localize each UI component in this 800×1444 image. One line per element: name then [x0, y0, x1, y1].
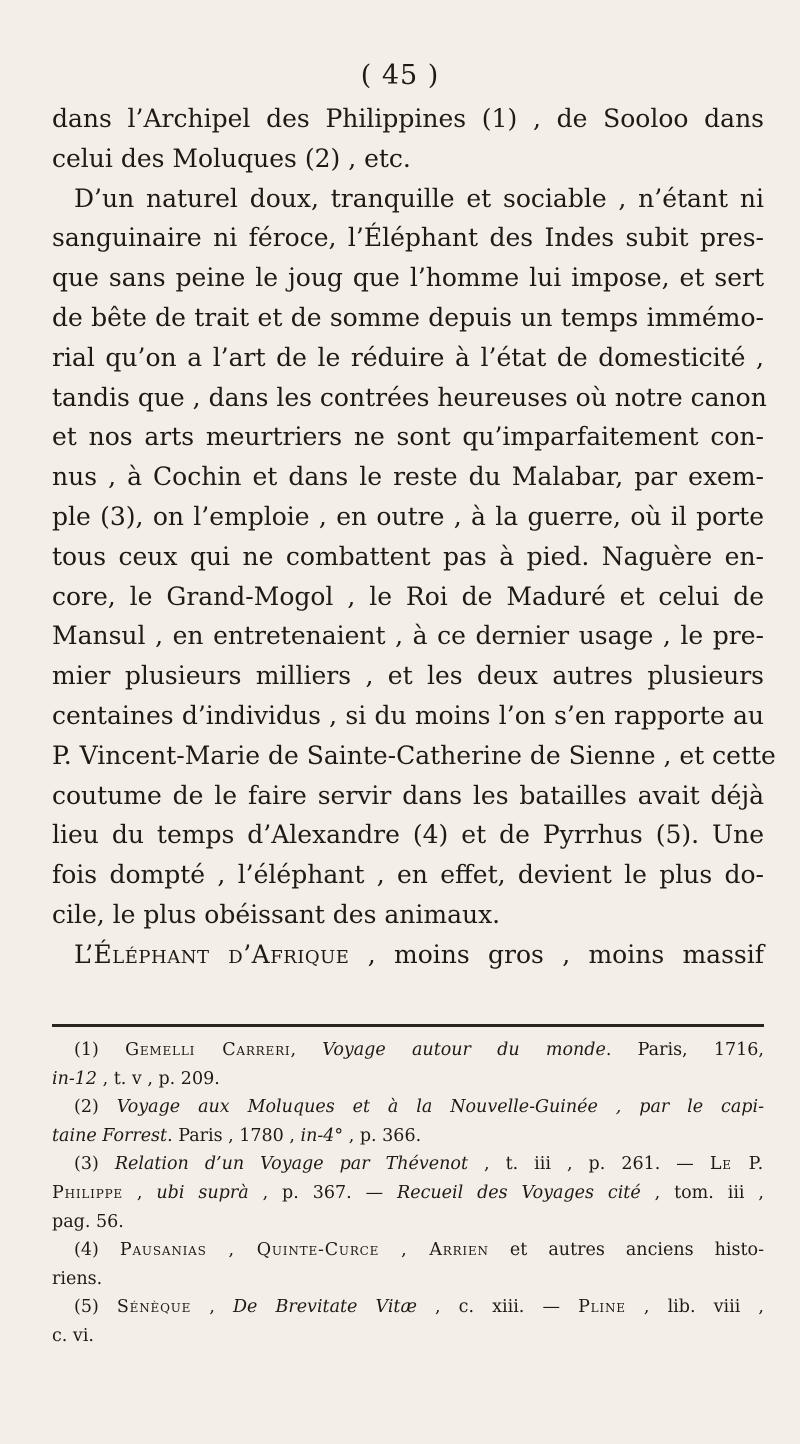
- footnote-author: Pausanias , Quinte-Curce , Arrien: [119, 1240, 489, 1261]
- text-fragment: . Paris , 1780 ,: [167, 1125, 301, 1146]
- footnote-author: Gemelli Carreri: [125, 1040, 291, 1060]
- text-line: mier plusieurs milliers , et les deux autres plusieurs: [52, 661, 764, 691]
- text-line: ple (3), on l’emploie , en outre , à la guerre, où il porte: [52, 501, 764, 531]
- text-line: Mansul , en entretenaient , à ce dernier usage , le pre-: [52, 621, 764, 651]
- footnote-line: [52, 1150, 764, 1179]
- text-line: que sans peine le joug que l’homme lui impose, et sert: [52, 263, 764, 293]
- text-fragment: , lib. viii ,: [625, 1297, 764, 1318]
- section-heading: L’Éléphant d’Afrique: [74, 939, 350, 969]
- text-fragment: , tom. iii ,: [640, 1182, 764, 1203]
- text-line: cile, le plus obéissant des animaux.: [52, 899, 501, 929]
- footnote-author: Philippe: [52, 1182, 123, 1203]
- footnote-format: in-12: [52, 1068, 98, 1089]
- footnote-number: (5): [74, 1297, 117, 1318]
- text-line: dans l’Archipel des Philippines (1) , de Sooloo dans: [52, 104, 764, 133]
- footnote-divider: [52, 1024, 764, 1027]
- footnote-line: [52, 1036, 764, 1065]
- text-line: tous ceux qui ne combattent pas à pied. Naguère en-: [52, 541, 764, 571]
- text-fragment: , p. 366.: [343, 1125, 422, 1146]
- footnote-format: in-4°: [300, 1125, 344, 1146]
- text-line: et nos arts meurtriers ne sont qu’imparfaitement con-: [52, 422, 764, 452]
- text-fragment: ,: [290, 1040, 323, 1060]
- text-line: sanguinaire ni féroce, l’Éléphant des Indes subit pres-: [52, 223, 764, 253]
- footnote-line: [52, 1093, 764, 1122]
- footnote-number: (3): [74, 1154, 115, 1175]
- text-line: tandis que , dans les contrées heureuses où notre canon: [52, 382, 767, 412]
- footnote-line: pag. 56.: [52, 1211, 124, 1232]
- main-text: [52, 99, 776, 975]
- footnote-author: Le P.: [709, 1154, 764, 1175]
- footnote-title: ubi suprà: [156, 1182, 249, 1203]
- text-line: P. Vincent-Marie de Sainte-Catherine de Sienne , et cette: [52, 740, 776, 770]
- text-line: lieu du temps d’Alexandre (4) et de Pyrrhus (5). Une: [52, 820, 764, 850]
- footnote-author: Pline: [578, 1297, 626, 1318]
- text-line: celui des Moluques (2) , etc.: [52, 143, 411, 173]
- footnote-line: [52, 1236, 764, 1265]
- text-fragment: ,: [123, 1182, 157, 1203]
- footnote-title: Relation d’un Voyage par Thévenot: [114, 1154, 468, 1175]
- text-fragment: , t. v , p. 209.: [97, 1068, 220, 1089]
- text-line: de bête de trait et de somme depuis un temps immémo-: [52, 302, 764, 332]
- footnote-line: [52, 1293, 764, 1322]
- text-fragment: , p. 367. —: [248, 1182, 398, 1203]
- page-number: ( 45 ): [360, 60, 440, 91]
- footnote-line: [52, 1065, 764, 1094]
- text-fragment: et autres anciens histo-: [488, 1240, 764, 1261]
- text-line: centaines d’individus , si du moins l’on s’en rapporte au: [52, 700, 764, 730]
- text-fragment: . Paris, 1716,: [605, 1040, 764, 1060]
- footnote-title: Voyage autour du monde: [322, 1040, 606, 1060]
- footnote-line: c. vi.: [52, 1325, 94, 1346]
- text-line: [52, 935, 764, 975]
- text-line: rial qu’on a l’art de le réduire à l’état de domesticité ,: [52, 342, 764, 372]
- footnote-number: (1): [74, 1040, 126, 1060]
- footnote-number: (2): [74, 1097, 117, 1118]
- footnote-line: [52, 1179, 764, 1208]
- text-line: nus , à Cochin et dans le reste du Malabar, par exem-: [52, 462, 764, 492]
- text-fragment: , t. iii , p. 261. —: [467, 1154, 710, 1175]
- text-fragment: ,: [191, 1297, 233, 1318]
- footnote-author: Sénèque: [116, 1297, 192, 1318]
- footnote-title: Voyage aux Moluques et à la Nouvelle-Guinée , par le capi-: [116, 1097, 764, 1118]
- text-fragment: , moins gros , moins massif: [349, 939, 764, 969]
- footnote-title: De Brevitate Vitæ: [232, 1297, 417, 1318]
- text-line: core, le Grand-Mogol , le Roi de Maduré et celui de: [52, 581, 764, 611]
- footnote-line: [52, 1122, 764, 1151]
- text-line: D’un naturel doux, tranquille et sociable , n’étant ni: [74, 183, 764, 213]
- footnote-title: taine Forrest: [52, 1125, 168, 1146]
- text-line: coutume de le faire servir dans les batailles avait déjà: [52, 780, 764, 810]
- footnotes: [52, 1036, 764, 1351]
- footnote-title: Recueil des Voyages cité: [397, 1182, 641, 1203]
- text-line: fois dompté , l’éléphant , en effet, devient le plus do-: [52, 860, 764, 890]
- text-fragment: , c. xiii. —: [416, 1297, 579, 1318]
- footnote-number: (4): [74, 1240, 120, 1261]
- footnote-line: riens.: [52, 1268, 103, 1289]
